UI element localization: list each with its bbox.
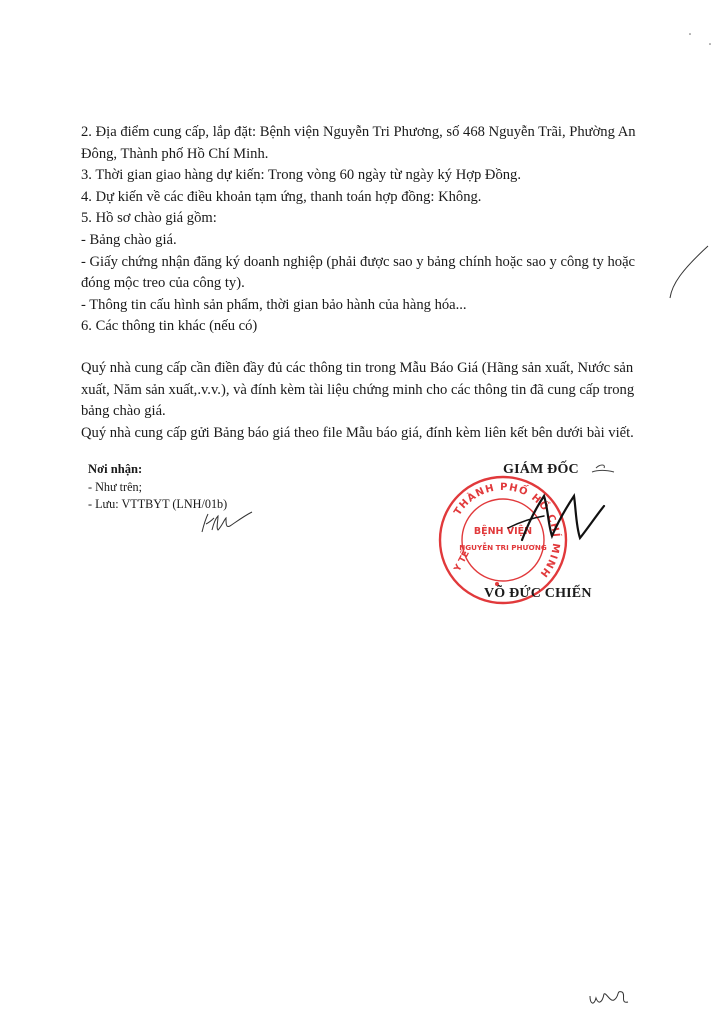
initials-signature <box>196 506 256 538</box>
document-body <box>81 122 647 444</box>
item-dossier-business-certificate: - Giấy chứng nhận đăng ký doanh nghiệp (phải được sao y bảng chính hoặc sao y công ty hoặc đóng mộc treo của công ty). <box>81 253 636 292</box>
item-delivery-time: 3. Thời gian giao hàng dự kiến: Trong vòng 60 ngày từ ngày ký Hợp Đồng. <box>81 167 521 184</box>
page-footer-initials <box>586 984 632 1010</box>
page-speck-marks <box>684 30 714 60</box>
item-payment-terms: 4. Dự kiến về các điều khoản tạm ứng, thanh toán hợp đồng: Không. <box>81 188 482 205</box>
margin-pen-mark <box>664 242 712 302</box>
recipient-line: - Lưu: VTTBYT (LNH/01b) <box>88 497 228 511</box>
director-name: VÕ ĐỨC CHIẾN <box>484 586 592 601</box>
seal-line-name: NGUYỄN TRI PHƯƠNG <box>459 543 547 552</box>
director-initial-mark <box>590 462 616 476</box>
note-send-quote: Quý nhà cung cấp gửi Bảng báo giá theo file Mẫu báo giá, đính kèm liên kết bên dưới bài viết. <box>81 424 634 441</box>
seal-line-hospital: BỆNH VIỆN <box>473 526 533 537</box>
note-fill-form: Quý nhà cung cấp cần điền đầy đủ các thông tin trong Mẫu Báo Giá (Hãng sản xuất, Nước sản xuất, Năm sản xuất,.v.v.), và đính kèm tài liệu chứng minh cho các thông tin đã cung cấp trong bảng chào giá. <box>81 359 635 420</box>
recipients-title: Nơi nhận: <box>88 462 143 476</box>
item-quote-dossier: 5. Hồ sơ chào giá gồm: <box>81 210 217 227</box>
seal-ring-text: THÀNH PHỐ HỒ CHÍ MINH <box>452 481 562 580</box>
item-dossier-product-info: - Thông tin cấu hình sản phẩm, thời gian bảo hành của hàng hóa... <box>81 296 467 313</box>
seal-ring-left-text: Y TẾ <box>452 549 472 574</box>
item-delivery-location: 2. Địa điểm cung cấp, lắp đặt: Bệnh viện Nguyễn Tri Phương, số 468 Nguyễn Trãi, Phường An Đông, Thành phố Hồ Chí Minh. <box>81 124 636 162</box>
item-other-info: 6. Các thông tin khác (nếu có) <box>81 318 258 335</box>
director-signature <box>462 480 612 560</box>
item-dossier-quote: - Bảng chào giá. <box>81 231 177 248</box>
recipient-line: - Như trên; <box>88 480 142 494</box>
director-title: GIÁM ĐỐC <box>503 462 579 477</box>
